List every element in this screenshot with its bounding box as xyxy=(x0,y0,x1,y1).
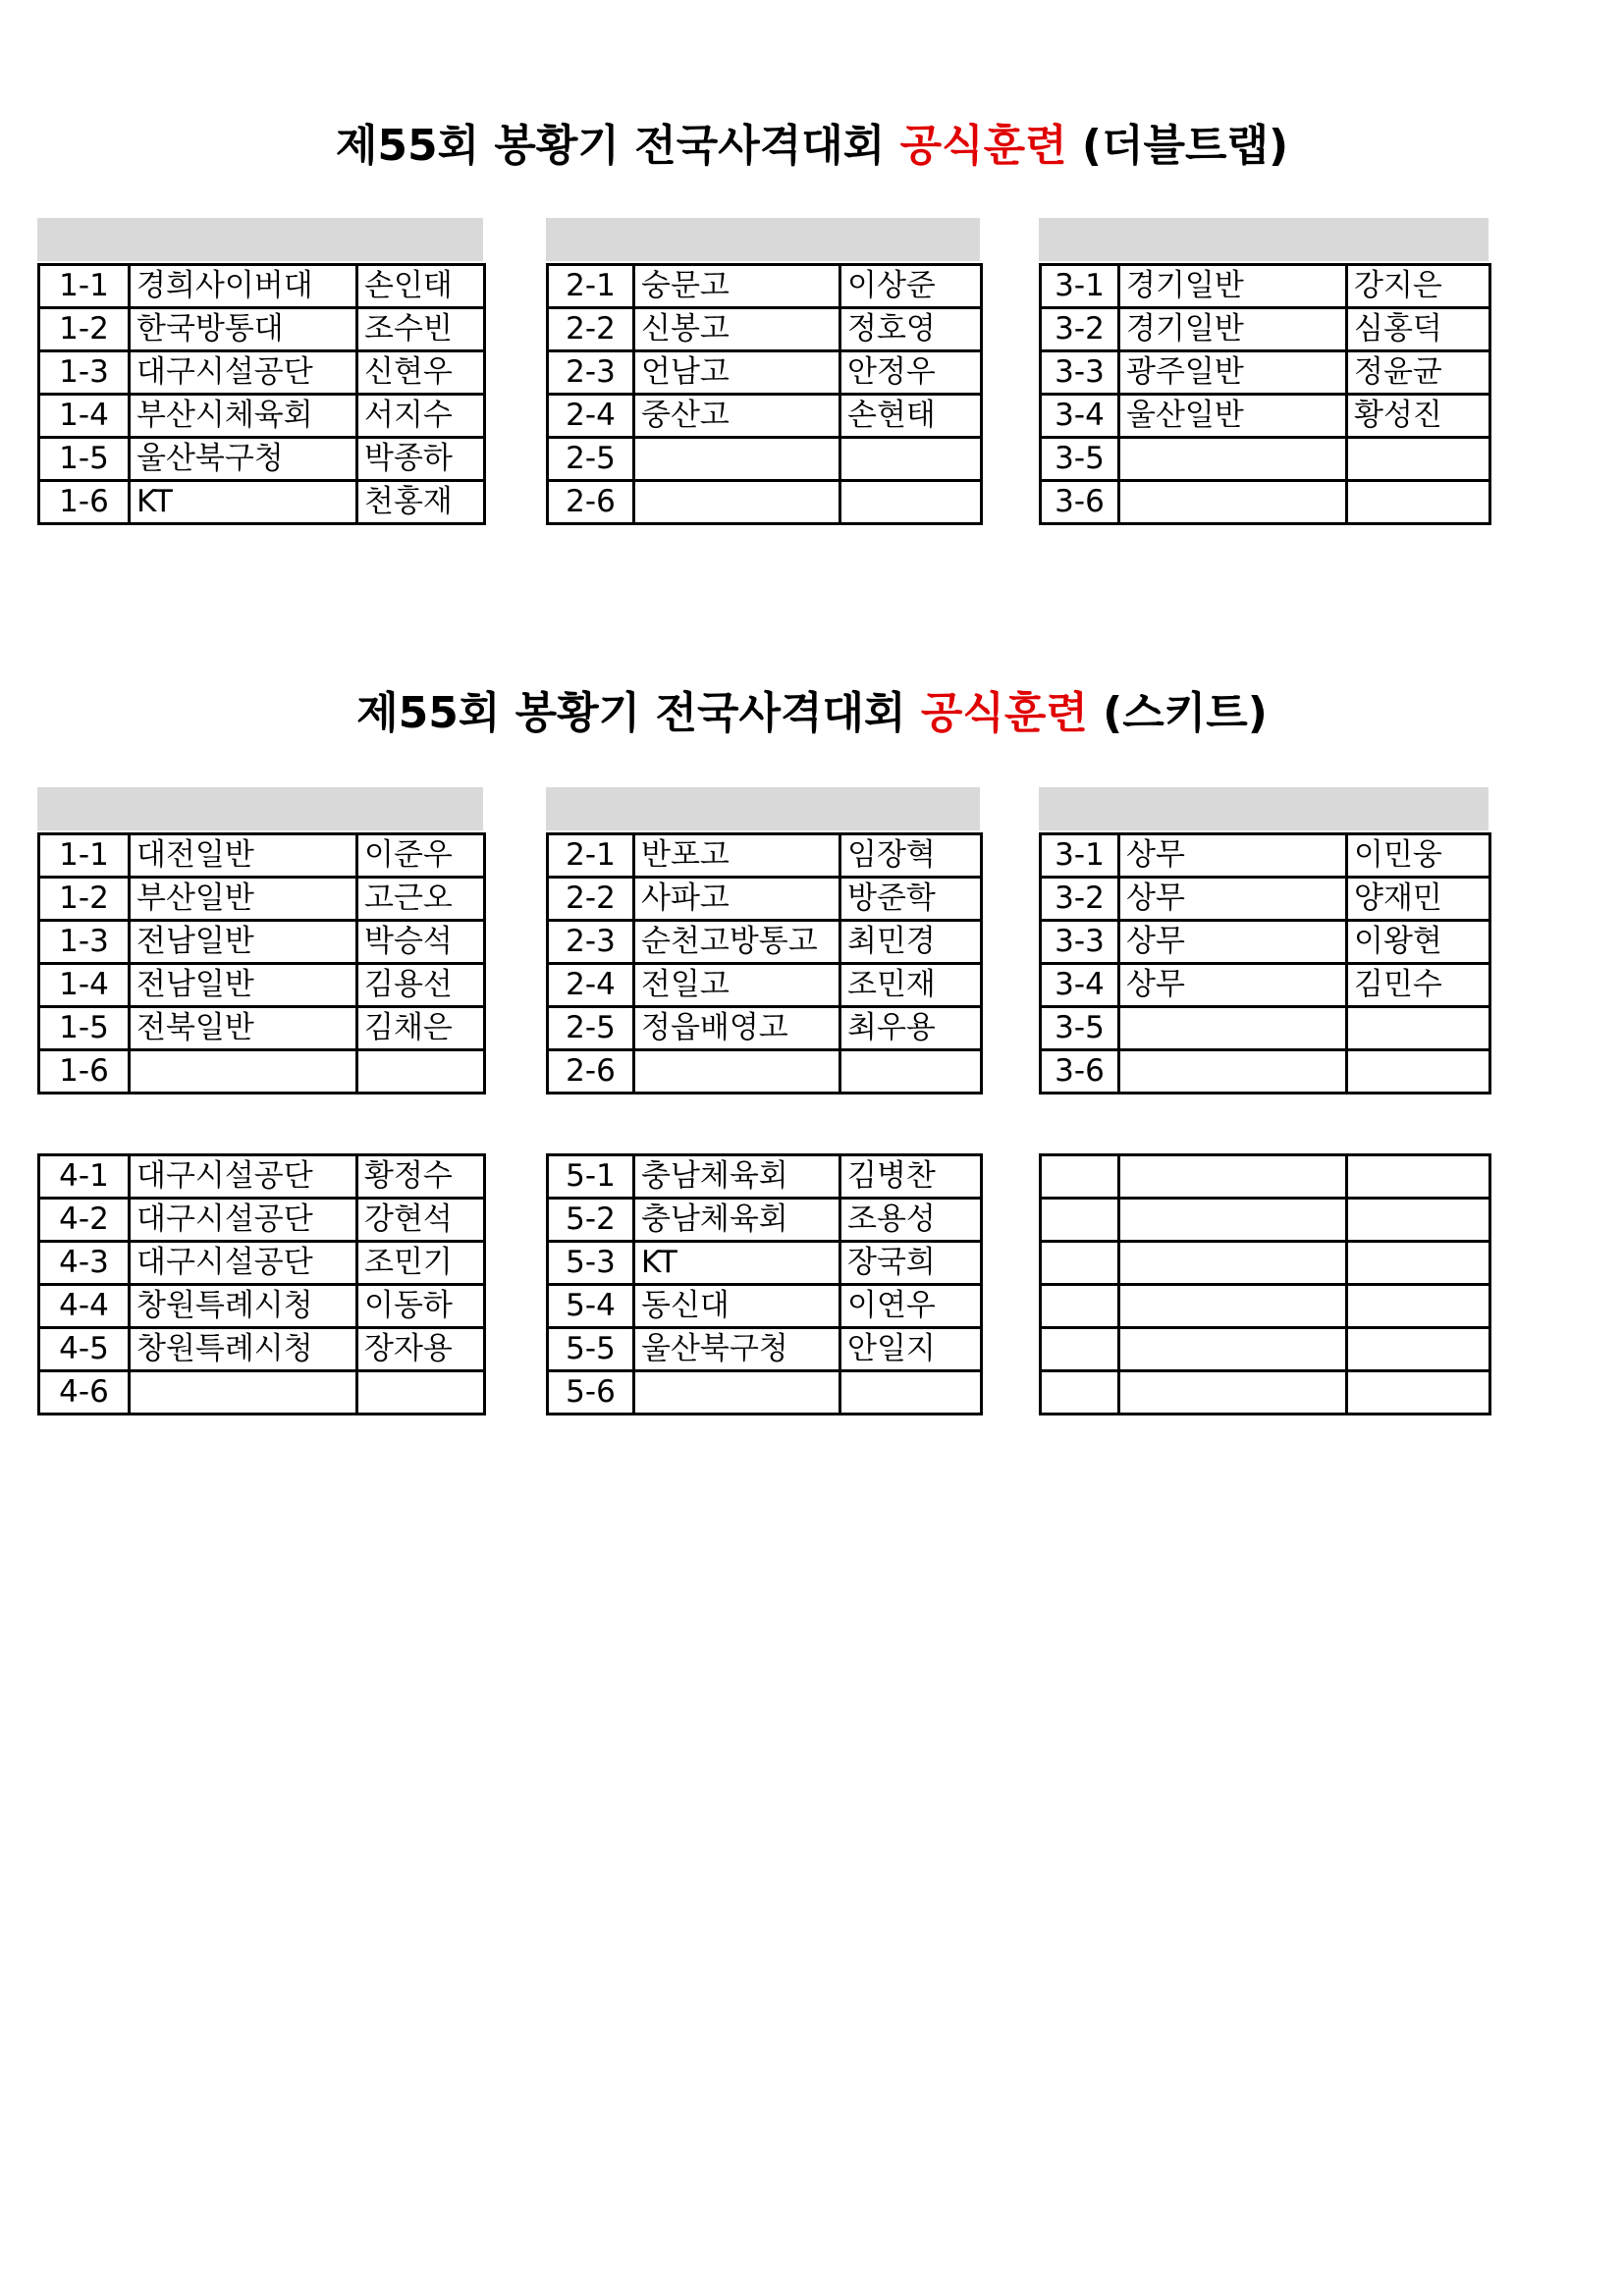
shooter-name-cell xyxy=(840,1050,982,1094)
team-cell xyxy=(1119,481,1347,524)
table-row xyxy=(1041,1285,1490,1328)
team-cell: 대구시설공단 xyxy=(130,1155,357,1199)
lane-number-cell: 5-5 xyxy=(548,1328,634,1371)
shooter-name-cell: 손현태 xyxy=(840,395,982,438)
shooter-name-cell xyxy=(1347,1199,1490,1242)
shooter-name-cell: 김민수 xyxy=(1347,964,1490,1007)
team-cell xyxy=(1119,1371,1347,1415)
shooter-name-cell: 조수빈 xyxy=(357,308,485,351)
lane-number-cell: 1-4 xyxy=(39,964,130,1007)
lane-table xyxy=(546,263,983,525)
lane-number-cell: 3-3 xyxy=(1041,921,1119,964)
lane-number-cell: 4-2 xyxy=(39,1199,130,1242)
shooter-name-cell xyxy=(1347,1242,1490,1285)
lane-number-cell: 2-1 xyxy=(548,265,634,308)
shooter-name-cell xyxy=(1347,1285,1490,1328)
lane-number-cell: 4-4 xyxy=(39,1285,130,1328)
team-cell xyxy=(634,481,840,524)
shooter-name-cell: 정호영 xyxy=(840,308,982,351)
team-cell: 숭문고 xyxy=(634,265,840,308)
lane-number-cell: 3-6 xyxy=(1041,1050,1119,1094)
lane-number-cell: 3-5 xyxy=(1041,1007,1119,1050)
shooter-name-cell: 조민재 xyxy=(840,964,982,1007)
shooter-name-cell: 이동하 xyxy=(357,1285,485,1328)
shooter-name-cell: 최우용 xyxy=(840,1007,982,1050)
table-row xyxy=(1041,308,1490,351)
team-cell: 경기일반 xyxy=(1119,308,1347,351)
team-cell: 신봉고 xyxy=(634,308,840,351)
team-cell: 반포고 xyxy=(634,834,840,878)
shooter-name-cell: 김채은 xyxy=(357,1007,485,1050)
table-row xyxy=(39,834,485,878)
title-highlight: 공식훈련 xyxy=(920,688,1088,738)
shooter-name-cell: 박종하 xyxy=(357,438,485,481)
team-cell: 부산일반 xyxy=(130,878,357,921)
lane-number-cell: 3-4 xyxy=(1041,395,1119,438)
block-header-bar xyxy=(1039,218,1489,261)
lane-number-cell: 1-1 xyxy=(39,265,130,308)
shooter-name-cell xyxy=(840,438,982,481)
table-row xyxy=(39,395,485,438)
lane-number-cell: 3-6 xyxy=(1041,481,1119,524)
table-row xyxy=(1041,878,1490,921)
shooter-name-cell xyxy=(1347,481,1490,524)
team-cell: 동신대 xyxy=(634,1285,840,1328)
shooter-name-cell: 김용선 xyxy=(357,964,485,1007)
shooter-name-cell: 이왕현 xyxy=(1347,921,1490,964)
lane-table xyxy=(546,1153,983,1415)
lane-table xyxy=(1039,263,1491,525)
lane-number-cell: 2-5 xyxy=(548,438,634,481)
lane-number-cell: 1-2 xyxy=(39,308,130,351)
lane-number-cell: 3-4 xyxy=(1041,964,1119,1007)
shooter-name-cell: 안일지 xyxy=(840,1328,982,1371)
lane-number-cell: 2-2 xyxy=(548,878,634,921)
team-cell xyxy=(1119,1199,1347,1242)
lane-number-cell xyxy=(1041,1155,1119,1199)
lane-number-cell xyxy=(1041,1199,1119,1242)
shooter-name-cell: 장국희 xyxy=(840,1242,982,1285)
shooter-name-cell: 조용성 xyxy=(840,1199,982,1242)
lane-number-cell: 2-4 xyxy=(548,964,634,1007)
team-cell: 대구시설공단 xyxy=(130,351,357,395)
lane-number-cell: 1-6 xyxy=(39,1050,130,1094)
team-cell: 상무 xyxy=(1119,921,1347,964)
title-suffix: (더블트랩) xyxy=(1066,121,1289,171)
table-row xyxy=(39,308,485,351)
table-row xyxy=(1041,1328,1490,1371)
shooter-name-cell: 조민기 xyxy=(357,1242,485,1285)
table-row xyxy=(548,834,982,878)
team-cell: 대구시설공단 xyxy=(130,1242,357,1285)
table-row xyxy=(548,964,982,1007)
block-header-bar xyxy=(546,787,980,830)
lane-number-cell: 4-3 xyxy=(39,1242,130,1285)
lane-number-cell: 2-2 xyxy=(548,308,634,351)
lane-number-cell: 3-2 xyxy=(1041,308,1119,351)
shooter-name-cell: 양재민 xyxy=(1347,878,1490,921)
table-row xyxy=(548,1050,982,1094)
team-cell xyxy=(130,1371,357,1415)
lane-number-cell xyxy=(1041,1371,1119,1415)
shooter-name-cell: 황정수 xyxy=(357,1155,485,1199)
lane-table xyxy=(37,832,486,1095)
team-cell: 울산북구청 xyxy=(130,438,357,481)
table-row xyxy=(1041,1371,1490,1415)
lane-number-cell: 3-1 xyxy=(1041,265,1119,308)
section-title-skeet xyxy=(0,677,1624,740)
team-cell xyxy=(1119,1050,1347,1094)
table-row xyxy=(39,438,485,481)
team-cell: 울산북구청 xyxy=(634,1328,840,1371)
lane-number-cell: 1-6 xyxy=(39,481,130,524)
lane-number-cell: 2-4 xyxy=(548,395,634,438)
lane-number-cell: 5-2 xyxy=(548,1199,634,1242)
team-cell: 상무 xyxy=(1119,964,1347,1007)
shooter-name-cell: 서지수 xyxy=(357,395,485,438)
lane-number-cell: 1-1 xyxy=(39,834,130,878)
team-cell: 전일고 xyxy=(634,964,840,1007)
shooter-name-cell: 신현우 xyxy=(357,351,485,395)
block-header-bar xyxy=(37,218,483,261)
lane-number-cell: 3-5 xyxy=(1041,438,1119,481)
table-row xyxy=(39,1050,485,1094)
team-cell: 대구시설공단 xyxy=(130,1199,357,1242)
team-cell xyxy=(1119,438,1347,481)
lane-number-cell: 3-2 xyxy=(1041,878,1119,921)
table-row xyxy=(1041,438,1490,481)
team-cell: 경기일반 xyxy=(1119,265,1347,308)
team-cell: 순천고방통고 xyxy=(634,921,840,964)
shooter-name-cell: 강지은 xyxy=(1347,265,1490,308)
table-row xyxy=(548,1007,982,1050)
table-row xyxy=(39,878,485,921)
table-row xyxy=(1041,395,1490,438)
table-row xyxy=(548,1328,982,1371)
table-row xyxy=(39,265,485,308)
shooter-name-cell xyxy=(357,1371,485,1415)
lane-table xyxy=(546,832,983,1095)
table-row xyxy=(548,878,982,921)
table-row xyxy=(1041,351,1490,395)
table-row xyxy=(548,351,982,395)
shooter-name-cell: 심홍덕 xyxy=(1347,308,1490,351)
team-cell: 광주일반 xyxy=(1119,351,1347,395)
lane-number-cell xyxy=(1041,1242,1119,1285)
lane-table xyxy=(37,1153,486,1415)
team-cell: 한국방통대 xyxy=(130,308,357,351)
team-cell: 언남고 xyxy=(634,351,840,395)
team-cell xyxy=(1119,1007,1347,1050)
lane-number-cell: 2-6 xyxy=(548,1050,634,1094)
shooter-name-cell: 천홍재 xyxy=(357,481,485,524)
team-cell: 상무 xyxy=(1119,878,1347,921)
lane-number-cell: 1-3 xyxy=(39,351,130,395)
shooter-name-cell xyxy=(840,1371,982,1415)
table-row xyxy=(39,1371,485,1415)
shooter-name-cell xyxy=(1347,438,1490,481)
team-cell: 전북일반 xyxy=(130,1007,357,1050)
lane-table xyxy=(1039,832,1491,1095)
shooter-name-cell: 고근오 xyxy=(357,878,485,921)
team-cell xyxy=(1119,1242,1347,1285)
table-row xyxy=(548,481,982,524)
section-title-double-trap xyxy=(0,110,1624,173)
lane-number-cell: 1-5 xyxy=(39,1007,130,1050)
lane-number-cell: 2-3 xyxy=(548,351,634,395)
block-header-bar xyxy=(546,218,980,261)
shooter-name-cell xyxy=(1347,1007,1490,1050)
table-row xyxy=(39,481,485,524)
table-row xyxy=(39,921,485,964)
shooter-name-cell xyxy=(840,481,982,524)
table-row xyxy=(548,308,982,351)
table-row xyxy=(39,1199,485,1242)
team-cell xyxy=(1119,1155,1347,1199)
team-cell: 충남체육회 xyxy=(634,1199,840,1242)
lane-number-cell: 4-5 xyxy=(39,1328,130,1371)
table-row xyxy=(548,1242,982,1285)
title-prefix: 제55회 봉황기 전국사격대회 xyxy=(356,688,921,738)
team-cell: 대전일반 xyxy=(130,834,357,878)
table-row xyxy=(548,1199,982,1242)
table-row xyxy=(548,1285,982,1328)
table-row xyxy=(1041,834,1490,878)
lane-number-cell: 2-1 xyxy=(548,834,634,878)
team-cell xyxy=(130,1050,357,1094)
lane-number-cell: 5-4 xyxy=(548,1285,634,1328)
lane-number-cell: 3-3 xyxy=(1041,351,1119,395)
shooter-name-cell: 이준우 xyxy=(357,834,485,878)
team-cell: KT xyxy=(130,481,357,524)
lane-number-cell: 5-6 xyxy=(548,1371,634,1415)
shooter-name-cell: 임장혁 xyxy=(840,834,982,878)
table-row xyxy=(548,438,982,481)
team-cell xyxy=(1119,1328,1347,1371)
team-cell xyxy=(1119,1285,1347,1328)
table-row xyxy=(1041,1050,1490,1094)
team-cell: KT xyxy=(634,1242,840,1285)
shooter-name-cell: 장자용 xyxy=(357,1328,485,1371)
lane-number-cell: 2-6 xyxy=(548,481,634,524)
lane-number-cell xyxy=(1041,1328,1119,1371)
lane-number-cell xyxy=(1041,1285,1119,1328)
lane-number-cell: 1-4 xyxy=(39,395,130,438)
lane-number-cell: 4-1 xyxy=(39,1155,130,1199)
table-row xyxy=(1041,1155,1490,1199)
table-row xyxy=(39,964,485,1007)
lane-number-cell: 5-1 xyxy=(548,1155,634,1199)
shooter-name-cell: 최민경 xyxy=(840,921,982,964)
table-row xyxy=(548,1155,982,1199)
shooter-name-cell: 황성진 xyxy=(1347,395,1490,438)
team-cell: 전남일반 xyxy=(130,964,357,1007)
shooter-name-cell: 강현석 xyxy=(357,1199,485,1242)
team-cell: 경희사이버대 xyxy=(130,265,357,308)
team-cell: 전남일반 xyxy=(130,921,357,964)
table-row xyxy=(39,1328,485,1371)
shooter-name-cell xyxy=(1347,1371,1490,1415)
title-prefix: 제55회 봉황기 전국사격대회 xyxy=(335,121,900,171)
lane-number-cell: 1-5 xyxy=(39,438,130,481)
table-row xyxy=(39,1242,485,1285)
shooter-name-cell: 박승석 xyxy=(357,921,485,964)
team-cell: 상무 xyxy=(1119,834,1347,878)
table-row xyxy=(39,1155,485,1199)
team-cell xyxy=(634,438,840,481)
shooter-name-cell xyxy=(1347,1155,1490,1199)
lane-number-cell: 2-5 xyxy=(548,1007,634,1050)
block-header-bar xyxy=(37,787,483,830)
table-row xyxy=(39,1007,485,1050)
table-row xyxy=(1041,964,1490,1007)
lane-number-cell: 4-6 xyxy=(39,1371,130,1415)
team-cell xyxy=(634,1050,840,1094)
table-row xyxy=(39,1285,485,1328)
lane-number-cell: 5-3 xyxy=(548,1242,634,1285)
table-row xyxy=(1041,1242,1490,1285)
shooter-name-cell: 정윤균 xyxy=(1347,351,1490,395)
shooter-name-cell: 이민웅 xyxy=(1347,834,1490,878)
table-row xyxy=(39,351,485,395)
lane-number-cell: 3-1 xyxy=(1041,834,1119,878)
team-cell: 중산고 xyxy=(634,395,840,438)
lane-table xyxy=(37,263,486,525)
shooter-name-cell: 이연우 xyxy=(840,1285,982,1328)
table-row xyxy=(1041,1007,1490,1050)
table-row xyxy=(548,265,982,308)
team-cell: 충남체육회 xyxy=(634,1155,840,1199)
table-row xyxy=(1041,1199,1490,1242)
lane-number-cell: 2-3 xyxy=(548,921,634,964)
title-highlight: 공식훈련 xyxy=(899,121,1067,171)
shooter-name-cell: 방준학 xyxy=(840,878,982,921)
lane-table xyxy=(1039,1153,1491,1415)
team-cell: 창원특례시청 xyxy=(130,1328,357,1371)
team-cell: 창원특례시청 xyxy=(130,1285,357,1328)
lane-number-cell: 1-2 xyxy=(39,878,130,921)
block-header-bar xyxy=(1039,787,1489,830)
table-row xyxy=(548,395,982,438)
lane-number-cell: 1-3 xyxy=(39,921,130,964)
team-cell: 울산일반 xyxy=(1119,395,1347,438)
team-cell: 사파고 xyxy=(634,878,840,921)
shooter-name-cell: 이상준 xyxy=(840,265,982,308)
table-row xyxy=(548,921,982,964)
shooter-name-cell xyxy=(1347,1050,1490,1094)
table-row xyxy=(1041,265,1490,308)
shooter-name-cell: 김병찬 xyxy=(840,1155,982,1199)
team-cell: 부산시체육회 xyxy=(130,395,357,438)
table-row xyxy=(1041,921,1490,964)
shooter-name-cell: 손인태 xyxy=(357,265,485,308)
title-suffix: (스키트) xyxy=(1087,688,1268,738)
shooter-name-cell: 안정우 xyxy=(840,351,982,395)
shooter-name-cell xyxy=(1347,1328,1490,1371)
team-cell: 정읍배영고 xyxy=(634,1007,840,1050)
team-cell xyxy=(634,1371,840,1415)
table-row xyxy=(1041,481,1490,524)
shooter-name-cell xyxy=(357,1050,485,1094)
table-row xyxy=(548,1371,982,1415)
